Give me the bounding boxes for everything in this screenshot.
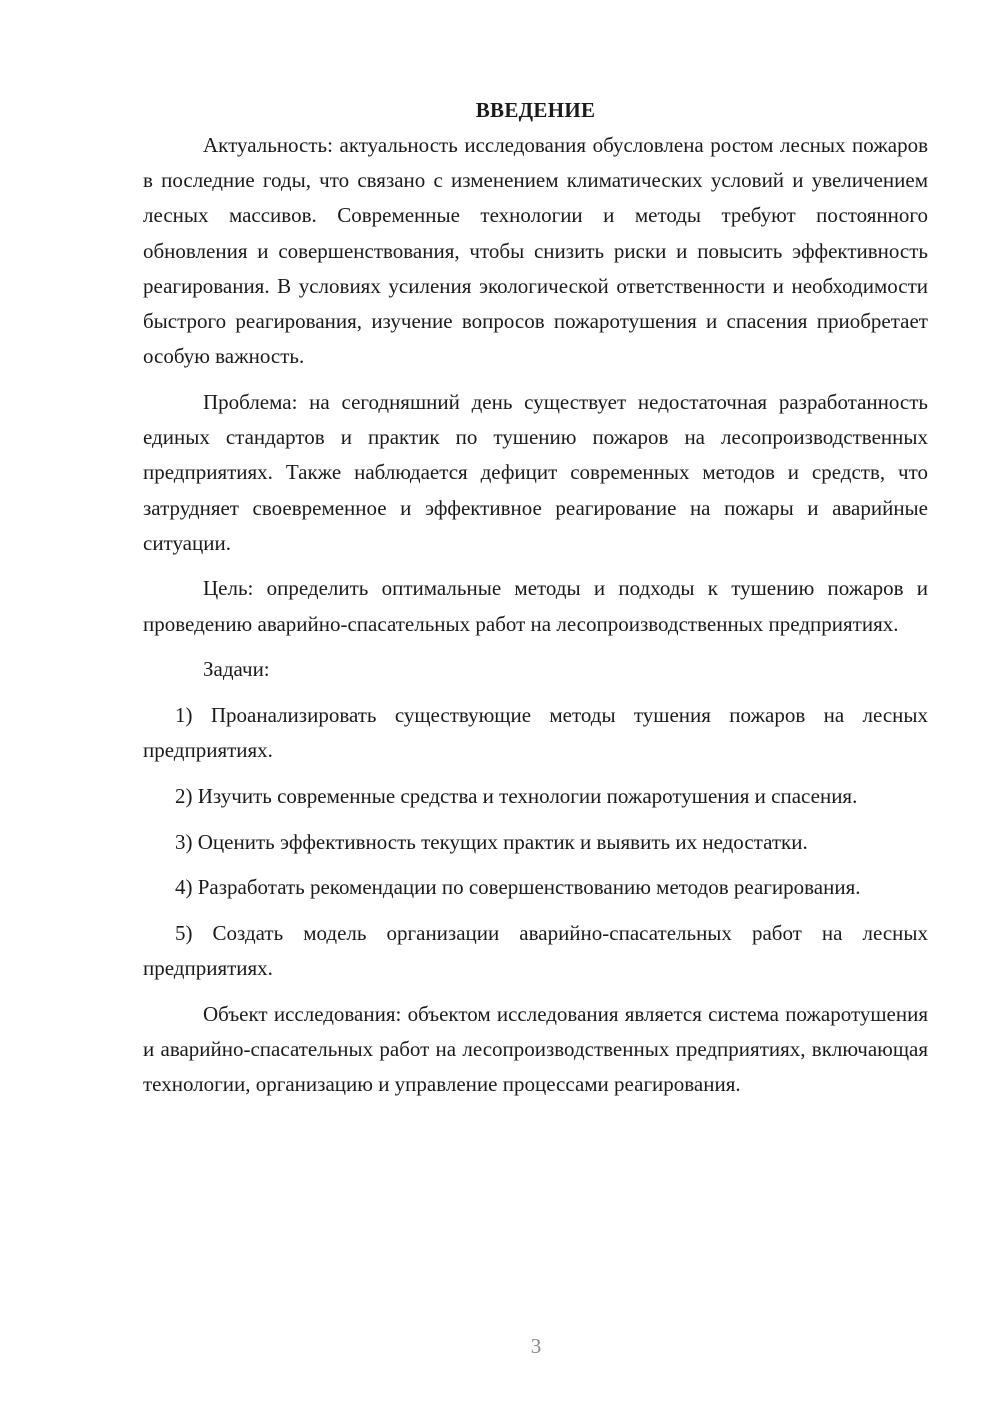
document-page [143, 93, 928, 1113]
paragraph-problem: Проблема: на сегодняшний день существует недостаточная разработанность единых стандартов и практик по тушению пожаров на лесопроизводственных предприятиях. Также наблюдается дефицит современных методов и средств, что затрудняет своевременное и эффективное реагирование на пожары и аварийные ситуации. [143, 389, 928, 555]
tasks-label: Задачи: [203, 657, 270, 682]
page-number: 3 [530, 1334, 542, 1358]
paragraph-object: Объект исследования: объектом исследования является система пожаротушения и аварийно-спасательных работ на лесопроизводственных предприятиях, включающая технологии, организацию и управление процессами реагирования. [143, 1001, 928, 1097]
paragraph-relevance: Актуальность: актуальность исследования обусловлена ростом лесных пожаров в последние годы, что связано с изменением климатических условий и увеличением лесных массивов. Современные технологии и методы требуют постоянного обновления и совершенствования, чтобы снизить риски и повысить эффективность реагирования. В условиях усиления экологической ответственности и необходимости быстрого реагирования, изучение вопросов пожаротушения и спасения приобретает особую важность. [143, 133, 928, 369]
page-title: ВВЕДЕНИЕ [475, 98, 596, 122]
task-item-4: 4) Разработать рекомендации по совершенствованию методов реагирования. [175, 875, 861, 900]
task-item-1: 1) Проанализировать существующие методы тушения пожаров на лесных предприятиях. [143, 703, 928, 763]
paragraph-goal: Цель: определить оптимальные методы и подходы к тушению пожаров и проведению аварийно-спасательных работ на лесопроизводственных предприятиях. [143, 576, 928, 636]
task-item-5: 5) Создать модель организации аварийно-спасательных работ на лесных предприятиях. [143, 921, 928, 981]
task-item-2: 2) Изучить современные средства и технологии пожаротушения и спасения. [175, 783, 858, 808]
task-item-3: 3) Оценить эффективность текущих практик и выявить их недостатки. [175, 829, 808, 854]
